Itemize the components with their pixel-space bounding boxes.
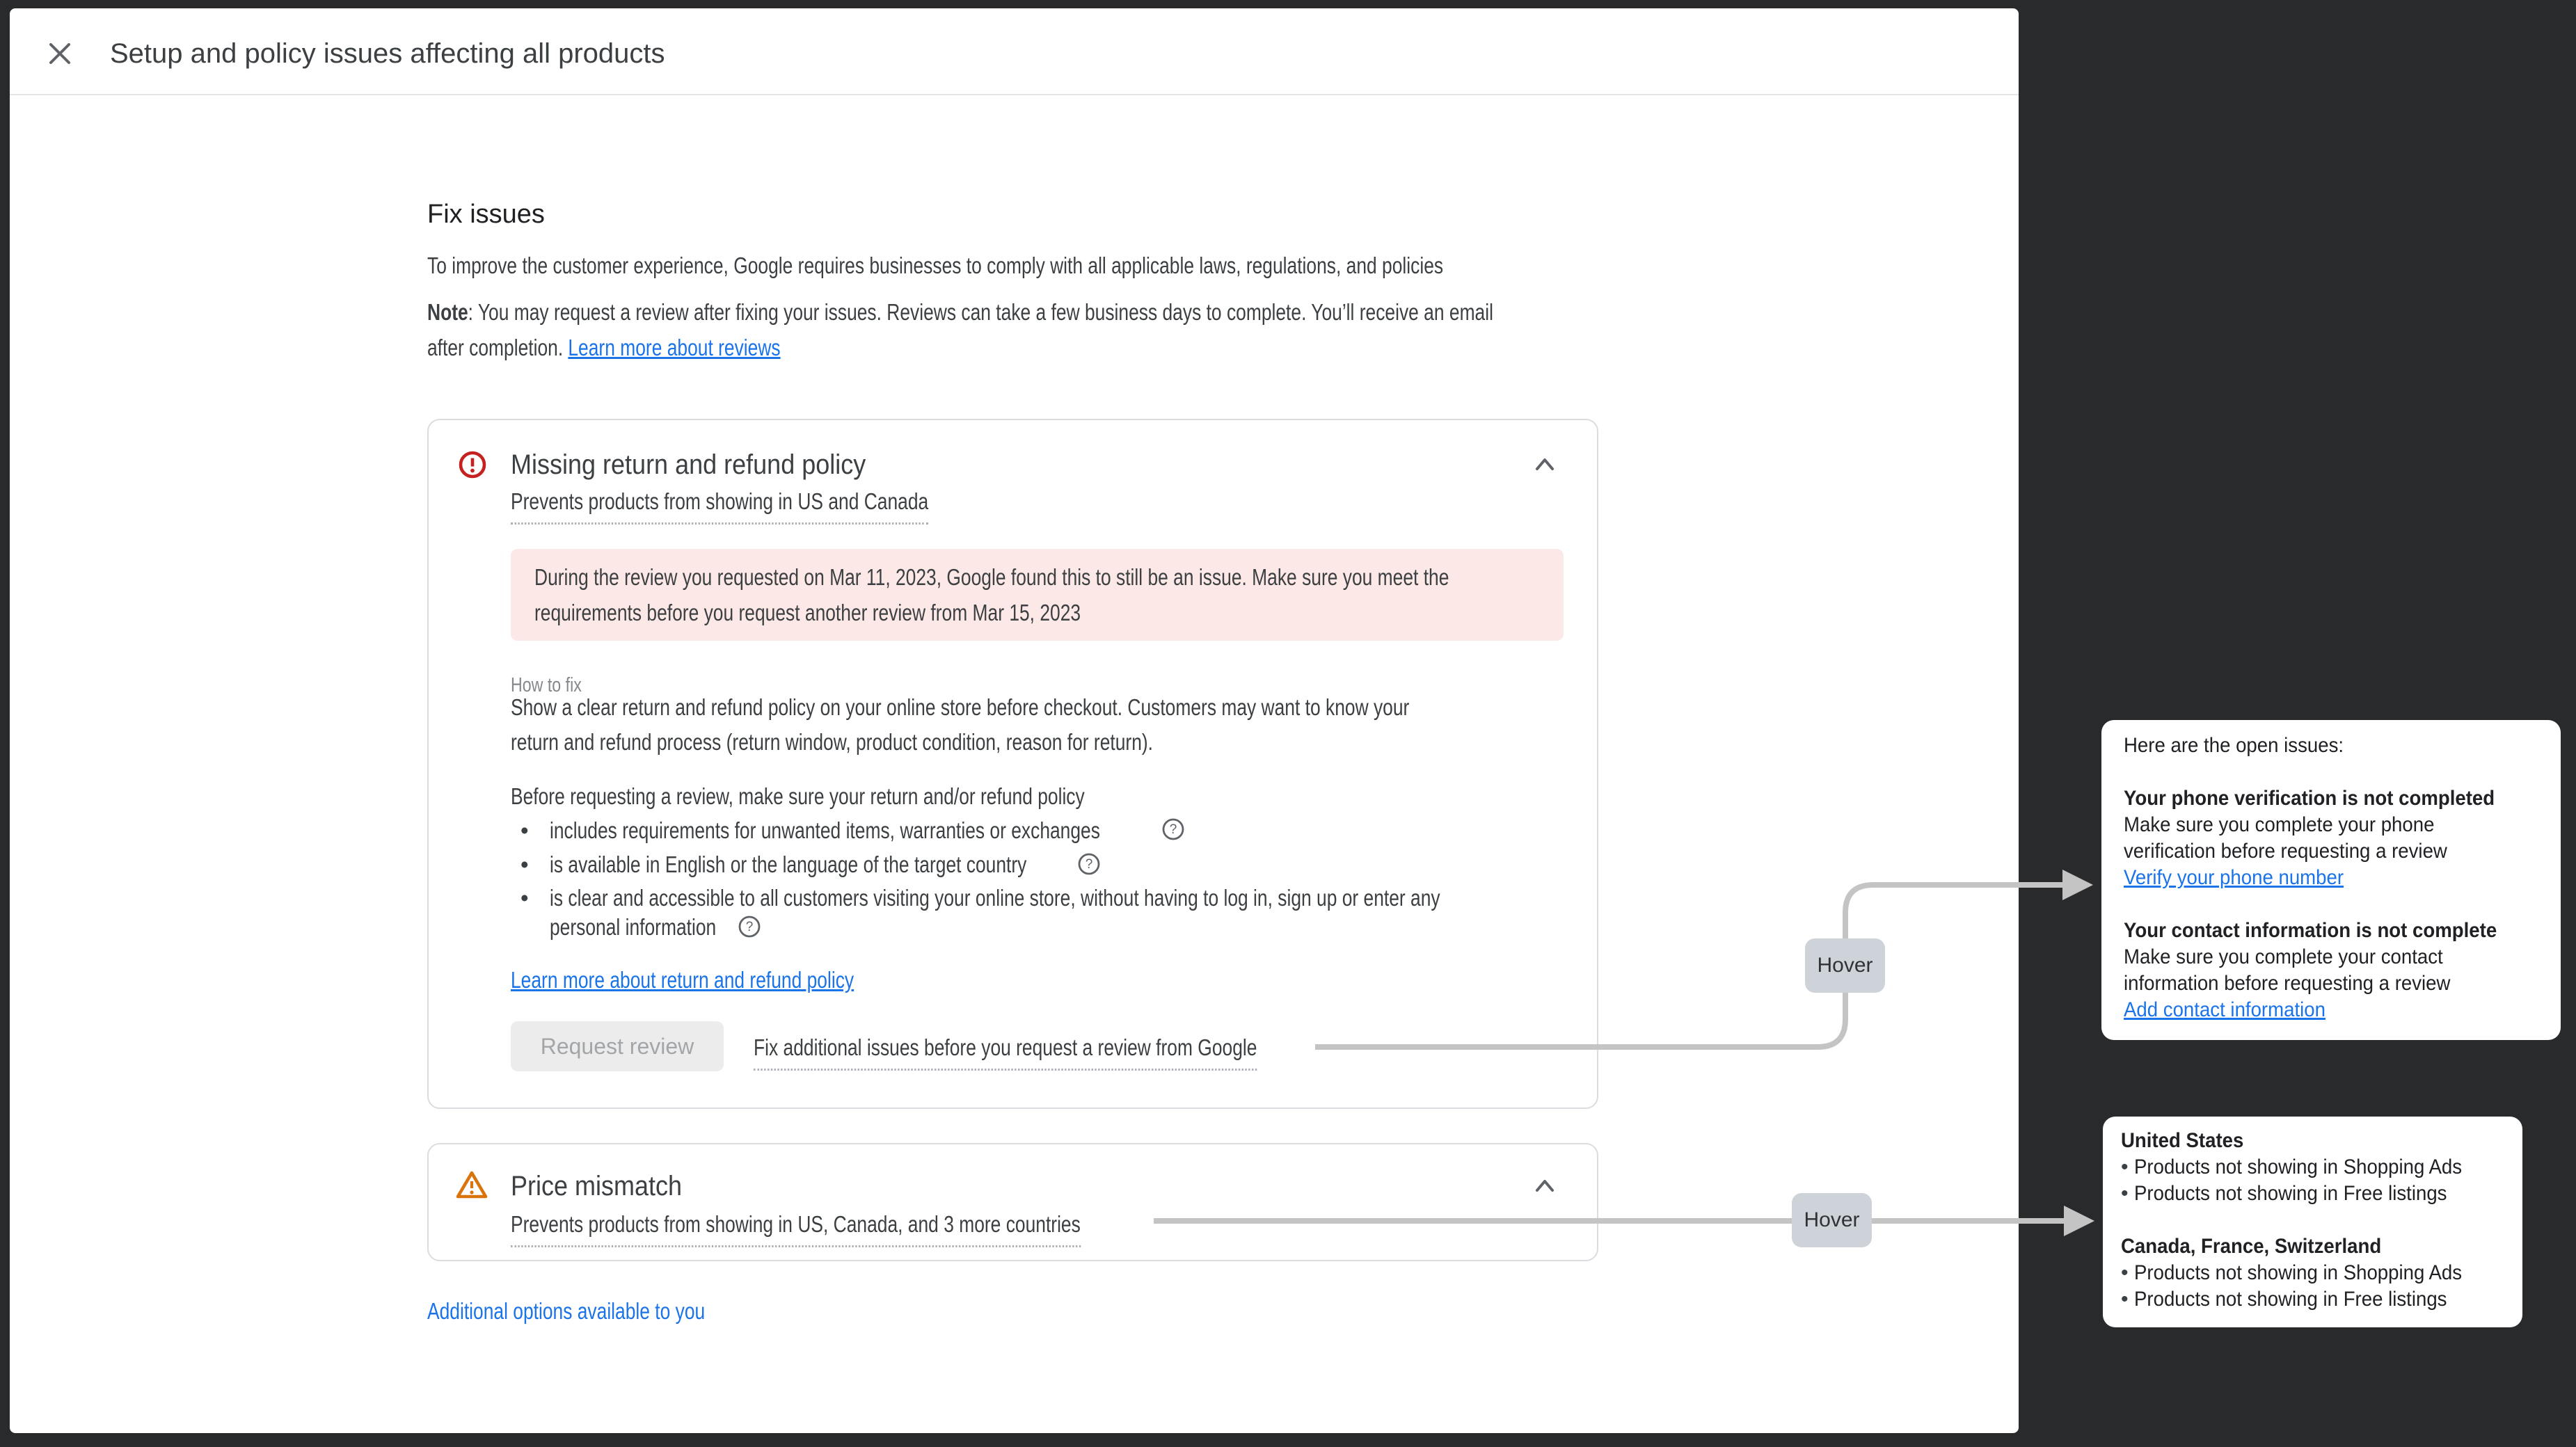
contact-info-title: Your contact information is not complete	[2124, 919, 2497, 942]
svg-text:?: ?	[745, 920, 754, 934]
section-heading: Fix issues	[427, 200, 545, 229]
help-icon[interactable]	[1077, 852, 1101, 876]
bullet-1-text: includes requirements for unwanted items, warranties or exchanges	[550, 817, 1100, 843]
verify-phone-link[interactable]: Verify your phone number	[2124, 866, 2344, 889]
dialog-title: Setup and policy issues affecting all products	[110, 38, 665, 69]
fix-additional-issues-note[interactable]: Fix additional issues before you request a review from Google	[754, 1031, 1383, 1071]
how-to-fix-line-1: Show a clear return and refund policy on your online store before checkout. Customers may want to know your	[511, 694, 1410, 720]
spacer	[2124, 759, 2538, 785]
bullet-dot	[520, 881, 529, 920]
alert-line-1: During the review you requested on Mar 11, 2023, Google found this to still be an issue. Make sure you meet the	[534, 564, 1449, 590]
spacer	[2121, 1207, 2504, 1233]
intro-paragraph: To improve the customer experience, Google requires businesses to comply with all applicable laws, regulations, and policies	[427, 253, 1444, 278]
how-to-fix-line-2: return and refund process (return window, product condition, reason for return).	[511, 729, 1154, 755]
issue1-subtitle[interactable]: Prevents products from showing in US and Canada	[511, 485, 1033, 525]
phone-verification-line-2: verification before requesting a review	[2124, 840, 2447, 863]
additional-options-link[interactable]: Additional options available to you	[427, 1298, 706, 1324]
add-contact-link[interactable]: Add contact information	[2124, 998, 2325, 1021]
note-label: Note	[427, 299, 468, 325]
contact-info-line-1: Make sure you complete your contact	[2124, 945, 2443, 968]
before-review-line: Before requesting a review, make sure your return and/or refund policy	[511, 783, 1085, 809]
learn-more-reviews-link[interactable]: Learn more about reviews	[568, 335, 781, 360]
close-icon	[45, 38, 75, 69]
cfs-item-2: • Products not showing in Free listings	[2121, 1286, 2504, 1313]
close-button[interactable]	[45, 38, 75, 69]
issue1-title: Missing return and refund policy	[511, 449, 866, 480]
phone-verification-line-1: Make sure you complete your phone	[2124, 813, 2435, 836]
issue2-collapse-button[interactable]	[1531, 1172, 1559, 1200]
cfs-item-1: • Products not showing in Shopping Ads	[2121, 1260, 2504, 1286]
chevron-up-icon	[1531, 1172, 1559, 1200]
bullet-dot	[520, 814, 529, 852]
help-icon[interactable]	[738, 915, 761, 938]
chevron-up-icon	[1531, 451, 1559, 479]
learn-more-return-policy-link[interactable]: Learn more about return and refund policy	[511, 967, 854, 993]
bullet-dot	[520, 848, 529, 886]
bullet-2-text: is available in English or the language of the target country	[550, 852, 1027, 877]
svg-text:?: ?	[1085, 857, 1093, 872]
united-states-title: United States	[2121, 1129, 2244, 1152]
warning-icon	[455, 1169, 488, 1200]
open-issues-tooltip	[2101, 720, 2561, 1040]
note-line-2: after completion. Learn more about reviews	[427, 335, 781, 360]
tooltip1-intro: Here are the open issues:	[2124, 734, 2344, 757]
hover-chip-2[interactable]: Hover	[1792, 1193, 1872, 1247]
arrowhead-icon	[2062, 870, 2093, 900]
spacer	[2124, 891, 2538, 918]
svg-text:?: ?	[1169, 822, 1177, 837]
issue1-collapse-button[interactable]	[1531, 451, 1559, 479]
phone-verification-title: Your phone verification is not completed	[2124, 787, 2495, 810]
note-text: : You may request a review after fixing your issues. Reviews can take a few business days to complete. You’ll receive an email	[468, 299, 1493, 325]
bullet-3-text-line-2: personal information	[550, 914, 717, 940]
bullet-3-text-line-1: is clear and accessible to all customers visiting your online store, without having to log in, sign up or enter any	[550, 885, 1440, 911]
error-icon	[457, 449, 488, 480]
issue2-subtitle[interactable]: Prevents products from showing in US, Canada, and 3 more countries	[511, 1208, 1223, 1247]
contact-info-line-2: information before requesting a review	[2124, 972, 2451, 995]
help-icon[interactable]	[1161, 817, 1185, 841]
canada-france-switzerland-title: Canada, France, Switzerland	[2121, 1235, 2382, 1258]
arrowhead-icon	[2064, 1206, 2094, 1236]
header-divider	[10, 94, 2019, 95]
hover-chip-1[interactable]: Hover	[1805, 938, 1885, 993]
request-review-button[interactable]: Request review	[511, 1021, 724, 1071]
how-to-fix-label: How to fix	[511, 674, 582, 696]
us-item-1: • Products not showing in Shopping Ads	[2121, 1154, 2504, 1181]
note-line-1	[427, 296, 1760, 329]
countries-tooltip	[2103, 1117, 2522, 1327]
alert-line-2: requirements before you request another review from Mar 15, 2023	[534, 600, 1081, 625]
issue2-title: Price mismatch	[511, 1171, 683, 1201]
us-item-2: • Products not showing in Free listings	[2121, 1181, 2504, 1207]
